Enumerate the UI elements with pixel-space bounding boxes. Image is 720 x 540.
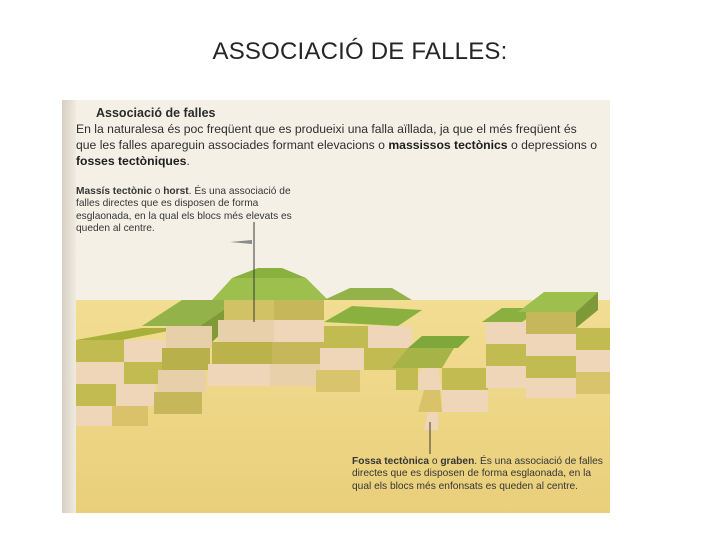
figure-heading: Associació de falles (96, 106, 216, 120)
figure-intro-paragraph: En la naturalesa és poc freqüent que es produeixi una falla aïllada, ja que el més freqüent és que les falles apareguin associades formant elevacions o massissos tectònics o depressions o fosses tectòniques. (76, 122, 597, 168)
horst-central-block (208, 268, 328, 386)
textbook-figure (62, 100, 610, 513)
arrow-mark (230, 240, 252, 244)
horst-caption: Massís tectònic o horst. És una associació de falles directes que es disposen de forma esglaonada, en la qual els blocs més elevats es queden al centre. (76, 186, 292, 235)
slide-title: ASSOCIACIÓ DE FALLES: (212, 38, 508, 65)
graben-caption: Fossa tectònica o graben. És una associació de falles directes que es disposen de forma esglaonada, en la qual els blocs més enfonsats es queden al centre. (352, 456, 603, 492)
